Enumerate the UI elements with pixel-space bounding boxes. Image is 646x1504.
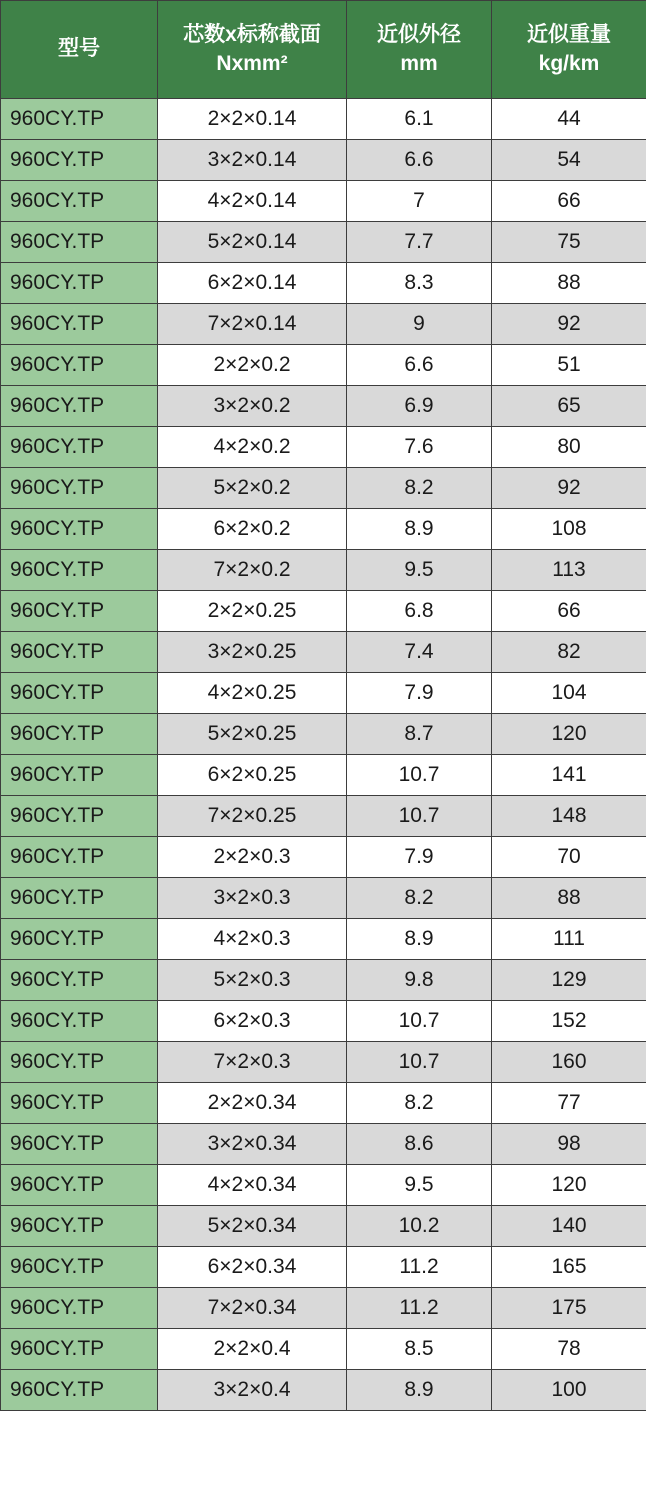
- column-header-weight: [492, 1, 646, 99]
- cell-weight: 108: [492, 509, 646, 550]
- cell-outer-diameter: 6.9: [347, 386, 492, 427]
- cell-model: 960CY.TP: [1, 181, 158, 222]
- cell-weight: 82: [492, 632, 646, 673]
- column-header-weight-line1: 近似重量: [527, 23, 611, 47]
- cell-outer-diameter: 10.2: [347, 1206, 492, 1247]
- cell-cores-cross-section: 5×2×0.3: [158, 960, 347, 1001]
- cell-cores-cross-section: 7×2×0.34: [158, 1288, 347, 1329]
- cell-cores-cross-section: 3×2×0.14: [158, 140, 347, 181]
- cell-weight: 160: [492, 1042, 646, 1083]
- cell-cores-cross-section: 7×2×0.3: [158, 1042, 347, 1083]
- cell-weight: 120: [492, 714, 646, 755]
- cell-model: 960CY.TP: [1, 1206, 158, 1247]
- cell-weight: 78: [492, 1329, 646, 1370]
- cell-weight: 51: [492, 345, 646, 386]
- table-row: [1, 1083, 646, 1124]
- cell-weight: 148: [492, 796, 646, 837]
- table-row: [1, 1124, 646, 1165]
- cell-cores-cross-section: 2×2×0.25: [158, 591, 347, 632]
- cell-cores-cross-section: 5×2×0.14: [158, 222, 347, 263]
- cell-weight: 70: [492, 837, 646, 878]
- cell-outer-diameter: 10.7: [347, 1042, 492, 1083]
- cell-weight: 66: [492, 181, 646, 222]
- cell-outer-diameter: 6.6: [347, 140, 492, 181]
- table-row: [1, 960, 646, 1001]
- cell-outer-diameter: 8.2: [347, 468, 492, 509]
- cell-cores-cross-section: 4×2×0.3: [158, 919, 347, 960]
- cell-model: 960CY.TP: [1, 1083, 158, 1124]
- cell-model: 960CY.TP: [1, 1124, 158, 1165]
- table-row: [1, 427, 646, 468]
- cell-cores-cross-section: 3×2×0.4: [158, 1370, 347, 1411]
- cell-cores-cross-section: 6×2×0.14: [158, 263, 347, 304]
- column-header-cores-line2: Nxmm²: [216, 51, 288, 75]
- cell-cores-cross-section: 3×2×0.25: [158, 632, 347, 673]
- column-header-outer-diameter: [347, 1, 492, 99]
- table-row: [1, 468, 646, 509]
- cell-cores-cross-section: 3×2×0.34: [158, 1124, 347, 1165]
- cell-weight: 92: [492, 468, 646, 509]
- column-header-model-line1: 型号: [58, 37, 100, 61]
- cell-weight: 100: [492, 1370, 646, 1411]
- table-row: [1, 140, 646, 181]
- cell-outer-diameter: 7.7: [347, 222, 492, 263]
- cell-weight: 66: [492, 591, 646, 632]
- table-row: [1, 878, 646, 919]
- cell-weight: 44: [492, 99, 646, 140]
- cell-weight: 175: [492, 1288, 646, 1329]
- cell-outer-diameter: 8.2: [347, 1083, 492, 1124]
- cell-model: 960CY.TP: [1, 468, 158, 509]
- cell-outer-diameter: 6.6: [347, 345, 492, 386]
- table-row: [1, 1370, 646, 1411]
- table-header-row: [1, 1, 646, 99]
- table-row: [1, 1165, 646, 1206]
- table-row: [1, 1001, 646, 1042]
- cell-model: 960CY.TP: [1, 878, 158, 919]
- cell-model: 960CY.TP: [1, 386, 158, 427]
- cell-outer-diameter: 7: [347, 181, 492, 222]
- table-row: [1, 1247, 646, 1288]
- cell-weight: 54: [492, 140, 646, 181]
- cell-model: 960CY.TP: [1, 550, 158, 591]
- cell-model: 960CY.TP: [1, 1042, 158, 1083]
- cell-model: 960CY.TP: [1, 345, 158, 386]
- cell-cores-cross-section: 4×2×0.14: [158, 181, 347, 222]
- table-body: [1, 99, 646, 1411]
- cell-model: 960CY.TP: [1, 837, 158, 878]
- cell-cores-cross-section: 3×2×0.3: [158, 878, 347, 919]
- cell-model: 960CY.TP: [1, 99, 158, 140]
- cell-cores-cross-section: 4×2×0.34: [158, 1165, 347, 1206]
- cell-weight: 152: [492, 1001, 646, 1042]
- table-row: [1, 1288, 646, 1329]
- table-row: [1, 591, 646, 632]
- cell-cores-cross-section: 2×2×0.34: [158, 1083, 347, 1124]
- cell-outer-diameter: 7.6: [347, 427, 492, 468]
- cell-model: 960CY.TP: [1, 714, 158, 755]
- cell-model: 960CY.TP: [1, 796, 158, 837]
- table-row: [1, 1329, 646, 1370]
- table-row: [1, 222, 646, 263]
- cell-outer-diameter: 7.9: [347, 673, 492, 714]
- cell-model: 960CY.TP: [1, 427, 158, 468]
- table-row: [1, 755, 646, 796]
- cell-model: 960CY.TP: [1, 591, 158, 632]
- cell-cores-cross-section: 5×2×0.2: [158, 468, 347, 509]
- cell-weight: 165: [492, 1247, 646, 1288]
- cell-outer-diameter: 8.9: [347, 509, 492, 550]
- cell-outer-diameter: 8.9: [347, 919, 492, 960]
- table-row: [1, 181, 646, 222]
- cell-cores-cross-section: 6×2×0.34: [158, 1247, 347, 1288]
- column-header-model: [1, 1, 158, 99]
- cell-model: 960CY.TP: [1, 140, 158, 181]
- cell-cores-cross-section: 7×2×0.25: [158, 796, 347, 837]
- table-row: [1, 550, 646, 591]
- column-header-weight-line2: kg/km: [538, 51, 600, 75]
- cell-model: 960CY.TP: [1, 632, 158, 673]
- cell-model: 960CY.TP: [1, 263, 158, 304]
- cell-weight: 80: [492, 427, 646, 468]
- cell-model: 960CY.TP: [1, 304, 158, 345]
- table-row: [1, 99, 646, 140]
- cell-model: 960CY.TP: [1, 960, 158, 1001]
- cell-weight: 92: [492, 304, 646, 345]
- cell-outer-diameter: 11.2: [347, 1247, 492, 1288]
- table-row: [1, 919, 646, 960]
- column-header-cores-line1: 芯数x标称截面: [183, 23, 321, 47]
- cell-outer-diameter: 8.7: [347, 714, 492, 755]
- cell-cores-cross-section: 6×2×0.3: [158, 1001, 347, 1042]
- cell-cores-cross-section: 7×2×0.14: [158, 304, 347, 345]
- cell-cores-cross-section: 5×2×0.34: [158, 1206, 347, 1247]
- cell-cores-cross-section: 6×2×0.2: [158, 509, 347, 550]
- cell-cores-cross-section: 4×2×0.25: [158, 673, 347, 714]
- cell-weight: 111: [492, 919, 646, 960]
- table-row: [1, 1042, 646, 1083]
- table-row: [1, 714, 646, 755]
- table-row: [1, 263, 646, 304]
- cell-outer-diameter: 9.8: [347, 960, 492, 1001]
- cell-model: 960CY.TP: [1, 1288, 158, 1329]
- cell-model: 960CY.TP: [1, 509, 158, 550]
- cell-cores-cross-section: 2×2×0.14: [158, 99, 347, 140]
- cell-model: 960CY.TP: [1, 1370, 158, 1411]
- cell-model: 960CY.TP: [1, 1247, 158, 1288]
- cell-outer-diameter: 9.5: [347, 1165, 492, 1206]
- column-header-od-line1: 近似外径: [377, 23, 461, 47]
- table-row: [1, 345, 646, 386]
- cell-outer-diameter: 9.5: [347, 550, 492, 591]
- table-row: [1, 673, 646, 714]
- column-header-od-line2: mm: [400, 51, 438, 75]
- cell-cores-cross-section: 2×2×0.3: [158, 837, 347, 878]
- cell-model: 960CY.TP: [1, 222, 158, 263]
- cell-outer-diameter: 9: [347, 304, 492, 345]
- table-row: [1, 796, 646, 837]
- cell-weight: 65: [492, 386, 646, 427]
- cell-outer-diameter: 10.7: [347, 1001, 492, 1042]
- cell-cores-cross-section: 7×2×0.2: [158, 550, 347, 591]
- cell-weight: 77: [492, 1083, 646, 1124]
- cell-weight: 113: [492, 550, 646, 591]
- table-row: [1, 304, 646, 345]
- cell-weight: 140: [492, 1206, 646, 1247]
- cell-cores-cross-section: 6×2×0.25: [158, 755, 347, 796]
- table-row: [1, 837, 646, 878]
- cell-cores-cross-section: 3×2×0.2: [158, 386, 347, 427]
- cell-outer-diameter: 8.9: [347, 1370, 492, 1411]
- table-row: [1, 1206, 646, 1247]
- cell-weight: 104: [492, 673, 646, 714]
- cell-weight: 98: [492, 1124, 646, 1165]
- cell-outer-diameter: 11.2: [347, 1288, 492, 1329]
- cell-outer-diameter: 8.5: [347, 1329, 492, 1370]
- table-row: [1, 509, 646, 550]
- cell-model: 960CY.TP: [1, 1329, 158, 1370]
- cell-cores-cross-section: 2×2×0.2: [158, 345, 347, 386]
- table-row: [1, 386, 646, 427]
- cell-cores-cross-section: 4×2×0.2: [158, 427, 347, 468]
- cell-model: 960CY.TP: [1, 919, 158, 960]
- cell-weight: 75: [492, 222, 646, 263]
- cell-outer-diameter: 8.3: [347, 263, 492, 304]
- cell-model: 960CY.TP: [1, 755, 158, 796]
- table-header: [1, 1, 646, 99]
- cell-outer-diameter: 6.8: [347, 591, 492, 632]
- cell-outer-diameter: 8.6: [347, 1124, 492, 1165]
- cell-outer-diameter: 7.4: [347, 632, 492, 673]
- cell-model: 960CY.TP: [1, 1165, 158, 1206]
- cell-outer-diameter: 10.7: [347, 796, 492, 837]
- cell-model: 960CY.TP: [1, 673, 158, 714]
- cell-weight: 88: [492, 878, 646, 919]
- cell-weight: 141: [492, 755, 646, 796]
- cell-outer-diameter: 7.9: [347, 837, 492, 878]
- table-row: [1, 632, 646, 673]
- cell-weight: 88: [492, 263, 646, 304]
- column-header-cores-cross-section: [158, 1, 347, 99]
- cell-weight: 129: [492, 960, 646, 1001]
- cell-cores-cross-section: 5×2×0.25: [158, 714, 347, 755]
- cell-model: 960CY.TP: [1, 1001, 158, 1042]
- cell-cores-cross-section: 2×2×0.4: [158, 1329, 347, 1370]
- cell-weight: 120: [492, 1165, 646, 1206]
- cell-outer-diameter: 8.2: [347, 878, 492, 919]
- cell-outer-diameter: 10.7: [347, 755, 492, 796]
- cell-outer-diameter: 6.1: [347, 99, 492, 140]
